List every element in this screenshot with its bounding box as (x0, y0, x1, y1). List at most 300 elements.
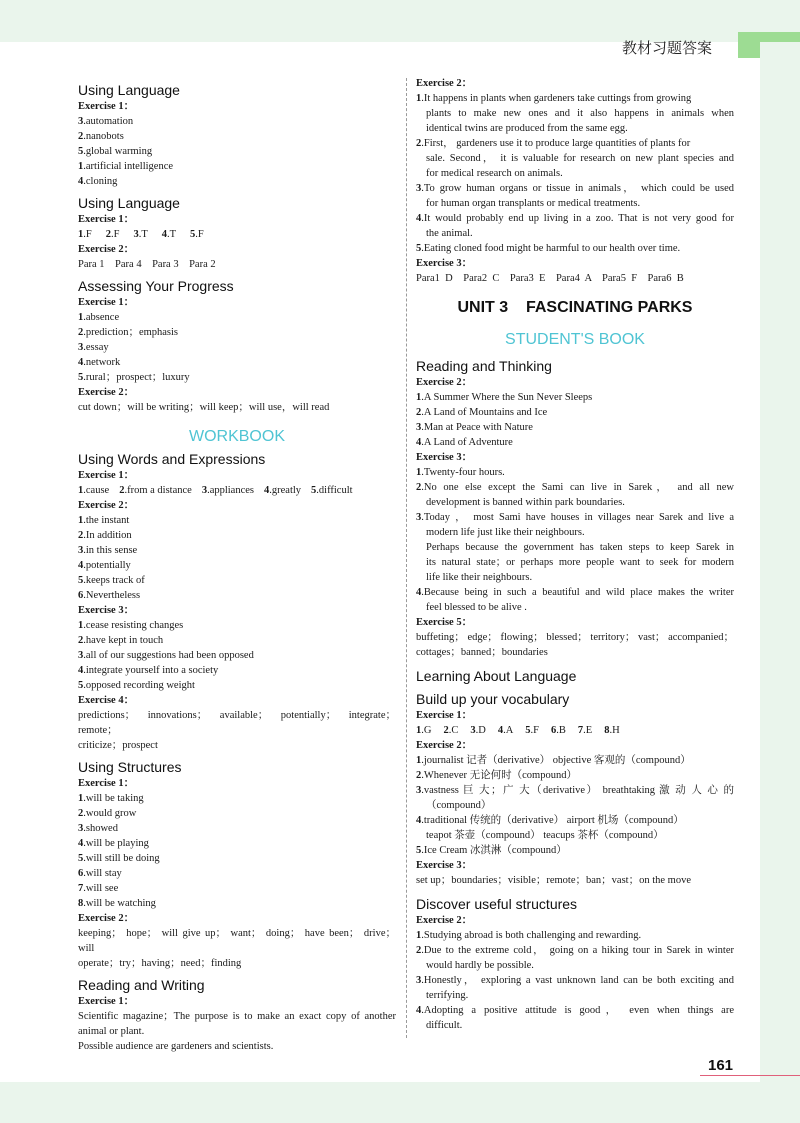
item-number: 4 (416, 213, 422, 224)
item-text: for medical research on animals. (426, 168, 563, 179)
section-heading: Using Words and Expressions (78, 451, 266, 467)
list-item: 6.Nevertheless (78, 590, 141, 601)
answer-continuation (416, 166, 734, 181)
answer-list (78, 513, 396, 603)
exercise-label: Exercise 1： (78, 101, 135, 112)
item-text: cease resisting changes (85, 620, 184, 631)
answer-continuation (416, 540, 734, 555)
item-number: 6 (78, 868, 84, 879)
list-item: 2.have kept in touch (78, 635, 164, 646)
item-number: 3 (133, 229, 139, 240)
list-item: 5.opposed recording weight (78, 680, 195, 691)
answer-continuation (416, 958, 734, 973)
header-title: 教材习题答案 (622, 39, 713, 57)
answer-line: buffeting； edge； flowing； blessed； territory； vast； accompanied； (416, 632, 734, 643)
item-number: 8 (604, 725, 610, 736)
item-number: 5 (78, 680, 84, 691)
answer-line: Scientific magazine；The purpose is to make an exact copy of another (78, 1011, 396, 1022)
exercise-label: Exercise 1： (78, 297, 135, 308)
item-number: 3 (78, 650, 84, 661)
item-number: 1 (416, 755, 422, 766)
unit-title: UNIT 3 FASCINATING PARKS (457, 299, 693, 316)
exercise-label: Exercise 2： (416, 78, 473, 89)
item-text: network (85, 357, 121, 368)
section-heading: Using Language (78, 195, 180, 211)
list-item: 5.global warming (78, 146, 153, 157)
item-number: 6 (78, 590, 84, 601)
section-heading: Reading and Thinking (416, 358, 552, 374)
exercise-label: Exercise 3： (416, 860, 473, 871)
item-text: F (113, 229, 120, 240)
list-item: 3.all of our suggestions had been opposed (78, 650, 254, 661)
left-column (78, 82, 396, 1054)
item-number: 1 (416, 392, 422, 403)
item-number: 5 (190, 229, 196, 240)
answer-continuation (416, 196, 734, 211)
numbered-answer (416, 510, 734, 585)
list-item: 1.will be taking (78, 793, 144, 804)
item-text: keeps track of (85, 575, 145, 586)
answer-continuation (416, 106, 734, 121)
answer-cell: 7.E (577, 725, 593, 736)
item-number: 3 (416, 183, 422, 194)
item-number: 1 (78, 793, 84, 804)
numbered-answer (416, 585, 734, 615)
answer-continuation (416, 495, 734, 510)
exercise-label: Exercise 1： (416, 710, 473, 721)
exercise-label: Exercise 1： (78, 778, 135, 789)
exercise-label: Exercise 2： (78, 913, 135, 924)
item-text: essay (85, 342, 109, 353)
item-number: 1 (78, 312, 84, 323)
item-text: B (558, 725, 566, 736)
answer-first-line: 5.Eating cloned food might be harmful to our health over time. (416, 243, 681, 254)
list-item: 1.absence (78, 312, 120, 323)
item-number: 1 (416, 467, 422, 478)
exercise-label: Exercise 2： (416, 915, 473, 926)
answer-cell: 1.G (416, 725, 432, 736)
list-item: 2.prediction；emphasis (78, 327, 179, 338)
answer-cell: 6.B (551, 725, 566, 736)
answer-cell: 4.T (161, 229, 177, 240)
item-text: in this sense (85, 545, 138, 556)
list-item: 4.A Land of Adventure (416, 437, 513, 448)
item-number: 2 (78, 635, 84, 646)
answer-line: animal or plant. (78, 1026, 145, 1037)
item-number: 4 (78, 665, 84, 676)
list-item: 1.the instant (78, 515, 130, 526)
item-number: 5 (311, 485, 317, 496)
answer-cell: 5.difficult (311, 485, 353, 496)
page-number: 161 (708, 1057, 734, 1074)
item-text: plants to make new ones and it also happens in animals when (426, 108, 734, 119)
numbered-answer (416, 480, 734, 510)
item-number: 2 (416, 138, 422, 149)
answer-line: Para1 D Para2 C Para3 E Para4 A Para5 F Para6 B (416, 273, 684, 284)
answer-continuation (416, 600, 734, 615)
item-number: 7 (577, 725, 584, 736)
numbered-answer (416, 768, 734, 783)
item-number: 5 (78, 853, 84, 864)
item-number: 5 (416, 845, 422, 856)
item-text: cloning (85, 176, 118, 187)
answer-cell: 2.C (443, 725, 459, 736)
item-text: T (141, 229, 148, 240)
answer-first-line: 1.Twenty-four hours. (416, 467, 505, 478)
list-item: 8.will be watching (78, 898, 156, 909)
item-number: 3 (416, 512, 422, 523)
item-text: nanobots (85, 131, 124, 142)
answer-continuation (416, 570, 734, 585)
item-text: T (169, 229, 177, 240)
item-text: Ice Cream 冰淇淋（compound） (423, 845, 567, 856)
item-number: 4 (78, 838, 84, 849)
numbered-answer (416, 928, 734, 943)
item-text: （compound） (426, 800, 492, 811)
item-number: 3 (78, 342, 84, 353)
answer-continuation (416, 1018, 734, 1033)
item-text: opposed recording weight (85, 680, 195, 691)
item-text: for human organ transplants or medical treatments. (426, 198, 641, 209)
item-text: Nevertheless (85, 590, 141, 601)
exercise-label: Exercise 1： (78, 214, 135, 225)
numbered-answer (416, 91, 734, 136)
answer-cell: 3.appliances (201, 485, 254, 496)
item-text: Honestly， exploring a vast unknown land can be both exciting and (423, 975, 734, 986)
answer-first-line: 1.It happens in plants when gardeners take cuttings from growing (416, 93, 692, 104)
answer-cell: 2.from a distance (119, 485, 192, 496)
header-band (0, 0, 800, 42)
item-text: will be taking (85, 793, 144, 804)
item-number: 2 (78, 808, 84, 819)
item-text: showed (85, 823, 118, 834)
item-text: will be playing (85, 838, 149, 849)
item-text: Man at Peace with Nature (423, 422, 533, 433)
item-number: 2 (416, 482, 422, 493)
item-text: A Summer Where the Sun Never Sleeps (423, 392, 593, 403)
right-margin-strip (760, 42, 800, 1082)
item-text: prediction；emphasis (85, 327, 179, 338)
item-text: F (85, 229, 92, 240)
answer-row (78, 483, 396, 498)
numbered-answer (416, 973, 734, 1003)
item-number: 3 (201, 485, 208, 496)
item-text: all of our suggestions had been opposed (85, 650, 254, 661)
item-text: from a distance (127, 485, 192, 496)
item-number: 4 (78, 357, 84, 368)
list-item: 3.in this sense (78, 545, 138, 556)
list-item: 3.showed (78, 823, 118, 834)
item-text: sale. Second， it is valuable for research on new plant species and (426, 153, 734, 164)
item-text: the instant (85, 515, 130, 526)
answer-first-line: 4.Adopting a positive attitude is good， even when things are (416, 1005, 734, 1016)
item-text: Adopting a positive attitude is good， even when things are (423, 1005, 734, 1016)
exercise-label: Exercise 4： (78, 695, 135, 706)
exercise-label: Exercise 3： (416, 258, 473, 269)
right-column (416, 76, 734, 1033)
answer-line: keeping； hope； will give up； want； doing； have been； drive； will (78, 928, 396, 954)
section-heading: Using Structures (78, 759, 182, 775)
answer-first-line: 4.Because being in such a beautiful and wild place makes the writer (416, 587, 734, 598)
item-text: G (423, 725, 432, 736)
item-text: teapot 茶壶（compound） teacups 茶杯（compound） (426, 830, 664, 841)
item-text: F (533, 725, 540, 736)
answer-row (78, 227, 396, 242)
list-item: 1.artificial intelligence (78, 161, 174, 172)
item-text: It would probably end up living in a zoo. That is not very good for (423, 213, 734, 224)
item-text: traditional 传统的（derivative） airport 机场（compound） (423, 815, 684, 826)
item-number: 1 (78, 161, 84, 172)
answer-continuation (416, 828, 734, 843)
list-item: 4.will be playing (78, 838, 149, 849)
item-number: 2 (78, 327, 84, 338)
answer-continuation (416, 226, 734, 241)
exercise-label: Exercise 1： (78, 470, 135, 481)
answer-cell: 3.T (133, 229, 148, 240)
exercise-label: Exercise 1： (78, 996, 135, 1007)
list-item: 2.would grow (78, 808, 137, 819)
numbered-answer (416, 211, 734, 241)
list-item: 4.network (78, 357, 121, 368)
item-text: cause (85, 485, 110, 496)
answer-line: set up；boundaries；visible；remote；ban；vast；on the move (416, 875, 691, 886)
answer-first-line: 1.journalist 记者（derivative） objective 客观的（compound） (416, 755, 691, 766)
item-text: potentially (85, 560, 131, 571)
exercise-label: Exercise 3： (78, 605, 135, 616)
list-item: 3.automation (78, 116, 134, 127)
item-text: vastness 巨 大；广 大（derivative） breathtaking 激 动 人 心 的 (423, 785, 734, 796)
answer-cell: 2.F (105, 229, 120, 240)
item-text: life like their neighbours. (426, 572, 533, 583)
answer-first-line: 2.Due to the extreme cold， going on a hiking tour in Sarek in winter (416, 945, 734, 956)
list-item: 4.cloning (78, 176, 118, 187)
item-text: H (612, 725, 620, 736)
list-item: 6.will stay (78, 868, 122, 879)
answer-first-line: 3.Today ， most Sami have houses in villages near Sarek and live a (416, 512, 734, 523)
item-text: absence (85, 312, 120, 323)
item-text: have kept in touch (85, 635, 164, 646)
answer-cell: 5.F (525, 725, 540, 736)
item-number: 1 (78, 620, 84, 631)
answer-line: predictions； innovations； available； potentially； integrate； remote； (78, 710, 396, 736)
item-number: 5 (416, 243, 422, 254)
item-number: 1 (78, 229, 84, 240)
item-text: greatly (271, 485, 302, 496)
section-heading: Assessing Your Progress (78, 278, 234, 294)
answer-first-line: 4.traditional 传统的（derivative） airport 机场（compound） (416, 815, 684, 826)
item-text: E (585, 725, 593, 736)
item-number: 6 (551, 725, 557, 736)
answer-cell: 1.F (78, 229, 92, 240)
item-text: will be watching (85, 898, 156, 909)
exercise-label: Exercise 5： (416, 617, 473, 628)
item-text: will stay (85, 868, 122, 879)
section-heading: Learning About Language (416, 668, 577, 684)
list-item: 2.nanobots (78, 131, 124, 142)
item-text: journalist 记者（derivative） objective 客观的（compound） (423, 755, 691, 766)
item-number: 1 (78, 485, 84, 496)
item-text: would grow (85, 808, 137, 819)
item-text: To grow human organs or tissue in animals， which could be used (423, 183, 734, 194)
item-text: integrate yourself into a society (85, 665, 219, 676)
item-text: A Land of Adventure (423, 437, 513, 448)
item-number: 2 (443, 725, 449, 736)
numbered-answer (416, 241, 734, 256)
item-text: its natural state；or perhaps more people want to seek for modern (426, 557, 734, 568)
answer-line: Possible audience are gardeners and scientists. (78, 1041, 274, 1052)
item-number: 4 (78, 560, 84, 571)
answer-cell: 5.F (190, 229, 204, 240)
item-number: 3 (78, 823, 84, 834)
item-number: 5 (525, 725, 531, 736)
numbered-answer (416, 1003, 734, 1033)
answer-first-line: 2.No one else except the Sami can live in Sarek， and all new (416, 482, 734, 493)
answer-continuation (416, 555, 734, 570)
item-number: 4 (497, 725, 504, 736)
item-number: 4 (416, 437, 422, 448)
numbered-answer (416, 753, 734, 768)
item-number: 2 (78, 131, 84, 142)
item-text: modern life just like their neighbours. (426, 527, 585, 538)
item-text: identical twins are produced from the same egg. (426, 123, 628, 134)
list-item: 5.keeps track of (78, 575, 145, 586)
item-text: Today ， most Sami have houses in villages near Sarek and live a (423, 512, 734, 523)
item-text: feel blessed to be alive . (426, 602, 527, 613)
answer-line: operate；try；having；need；finding (78, 958, 242, 969)
item-text: difficult (318, 485, 353, 496)
answer-line: criticize；prospect (78, 740, 158, 751)
answer-first-line: 2.First， gardeners use it to produce large quantities of plants for (416, 138, 691, 149)
item-text: No one else except the Sami can live in Sarek， and all new (423, 482, 734, 493)
students-book-heading: STUDENT'S BOOK (505, 331, 645, 348)
item-number: 1 (416, 930, 422, 941)
item-number: 2 (78, 530, 84, 541)
list-item: 4.potentially (78, 560, 131, 571)
list-item: 5.rural；prospect；luxury (78, 372, 190, 383)
item-number: 2 (416, 770, 422, 781)
numbered-answer (416, 783, 734, 813)
item-number: 1 (416, 725, 422, 736)
item-text: First， gardeners use it to produce large quantities of plants for (423, 138, 691, 149)
list-item: 1.A Summer Where the Sun Never Sleeps (416, 392, 593, 403)
numbered-answer (416, 465, 734, 480)
list-item: 7.will see (78, 883, 119, 894)
section-heading: Build up your vocabulary (416, 691, 570, 707)
item-text: D (478, 725, 486, 736)
section-heading: Using Language (78, 82, 180, 98)
item-text: automation (85, 116, 134, 127)
item-number: 4 (78, 176, 84, 187)
item-number: 5 (78, 575, 84, 586)
item-number: 3 (78, 545, 84, 556)
answer-list (78, 791, 396, 911)
item-number: 2 (416, 945, 422, 956)
answer-list (78, 310, 396, 385)
item-text: A (505, 725, 514, 736)
answer-continuation (416, 151, 734, 166)
answer-list (78, 114, 396, 189)
exercise-label: Exercise 2： (416, 377, 473, 388)
numbered-answer (416, 181, 734, 211)
item-number: 7 (78, 883, 84, 894)
answer-continuation (416, 988, 734, 1003)
answer-first-line: 2.Whenever 无论何时（compound） (416, 770, 577, 781)
item-number: 5 (78, 372, 84, 383)
item-text: terrifying. (426, 990, 469, 1001)
item-number: 8 (78, 898, 84, 909)
item-text: will still be doing (85, 853, 160, 864)
item-number: 2 (119, 485, 125, 496)
numbered-answer (416, 843, 734, 858)
item-text: appliances (209, 485, 254, 496)
item-number: 4 (416, 815, 422, 826)
item-number: 2 (105, 229, 111, 240)
answer-continuation (416, 798, 734, 813)
item-text: Due to the extreme cold， going on a hiking tour in Sarek in winter (423, 945, 734, 956)
list-item: 4.integrate yourself into a society (78, 665, 219, 676)
item-number: 5 (78, 146, 84, 157)
answer-first-line: 3.Honestly， exploring a vast unknown land can be both exciting and (416, 975, 734, 986)
item-text: would hardly be possible. (426, 960, 534, 971)
item-text: difficult. (426, 1020, 463, 1031)
answer-first-line: 1.Studying abroad is both challenging and rewarding. (416, 930, 642, 941)
list-item: 3.essay (78, 342, 109, 353)
list-item: 5.will still be doing (78, 853, 160, 864)
list-item: 2.In addition (78, 530, 132, 541)
answer-first-line: 3.To grow human organs or tissue in animals， which could be used (416, 183, 734, 194)
item-number: 2 (416, 407, 422, 418)
exercise-label: Exercise 2： (78, 244, 135, 255)
list-item: 1.cease resisting changes (78, 620, 184, 631)
page-number-rule (700, 1075, 800, 1076)
answer-line: Para 1 Para 4 Para 3 Para 2 (78, 259, 216, 270)
answer-cell: 8.H (604, 725, 620, 736)
item-text: global warming (85, 146, 153, 157)
item-text: Perhaps because the government has taken steps to keep Sarek in (426, 542, 734, 553)
answer-line: cottages；banned；boundaries (416, 647, 548, 658)
answer-continuation (416, 121, 734, 136)
item-text: In addition (85, 530, 132, 541)
column-divider (406, 78, 407, 1038)
item-number: 3 (78, 116, 84, 127)
item-number: 1 (416, 93, 422, 104)
workbook-heading: WORKBOOK (188, 428, 285, 445)
answer-first-line: 4.It would probably end up living in a zoo. That is not very good for (416, 213, 734, 224)
section-heading: Discover useful structures (416, 896, 578, 912)
item-number: 4 (264, 485, 270, 496)
exercise-label: Exercise 3： (416, 452, 473, 463)
answer-line: cut down；will be writing；will keep；will use，will read (78, 402, 330, 413)
answer-list (416, 390, 734, 450)
answer-row (416, 723, 734, 738)
numbered-answer (416, 943, 734, 973)
item-number: 4 (161, 229, 167, 240)
item-text: artificial intelligence (85, 161, 174, 172)
item-text: F (197, 229, 204, 240)
item-number: 1 (78, 515, 84, 526)
item-number: 4 (416, 1005, 422, 1016)
list-item: 3.Man at Peace with Nature (416, 422, 533, 433)
answer-continuation (416, 525, 734, 540)
answer-first-line: 5.Ice Cream 冰淇淋（compound） (416, 845, 567, 856)
item-text: A Land of Mountains and Ice (423, 407, 548, 418)
item-text: Whenever 无论何时（compound） (423, 770, 577, 781)
item-text: It happens in plants when gardeners take cuttings from growing (423, 93, 692, 104)
exercise-label: Exercise 2： (78, 387, 135, 398)
item-text: Because being in such a beautiful and wild place makes the writer (423, 587, 734, 598)
item-text: development is banned within park boundaries. (426, 497, 625, 508)
item-text: rural；prospect；luxury (85, 372, 190, 383)
